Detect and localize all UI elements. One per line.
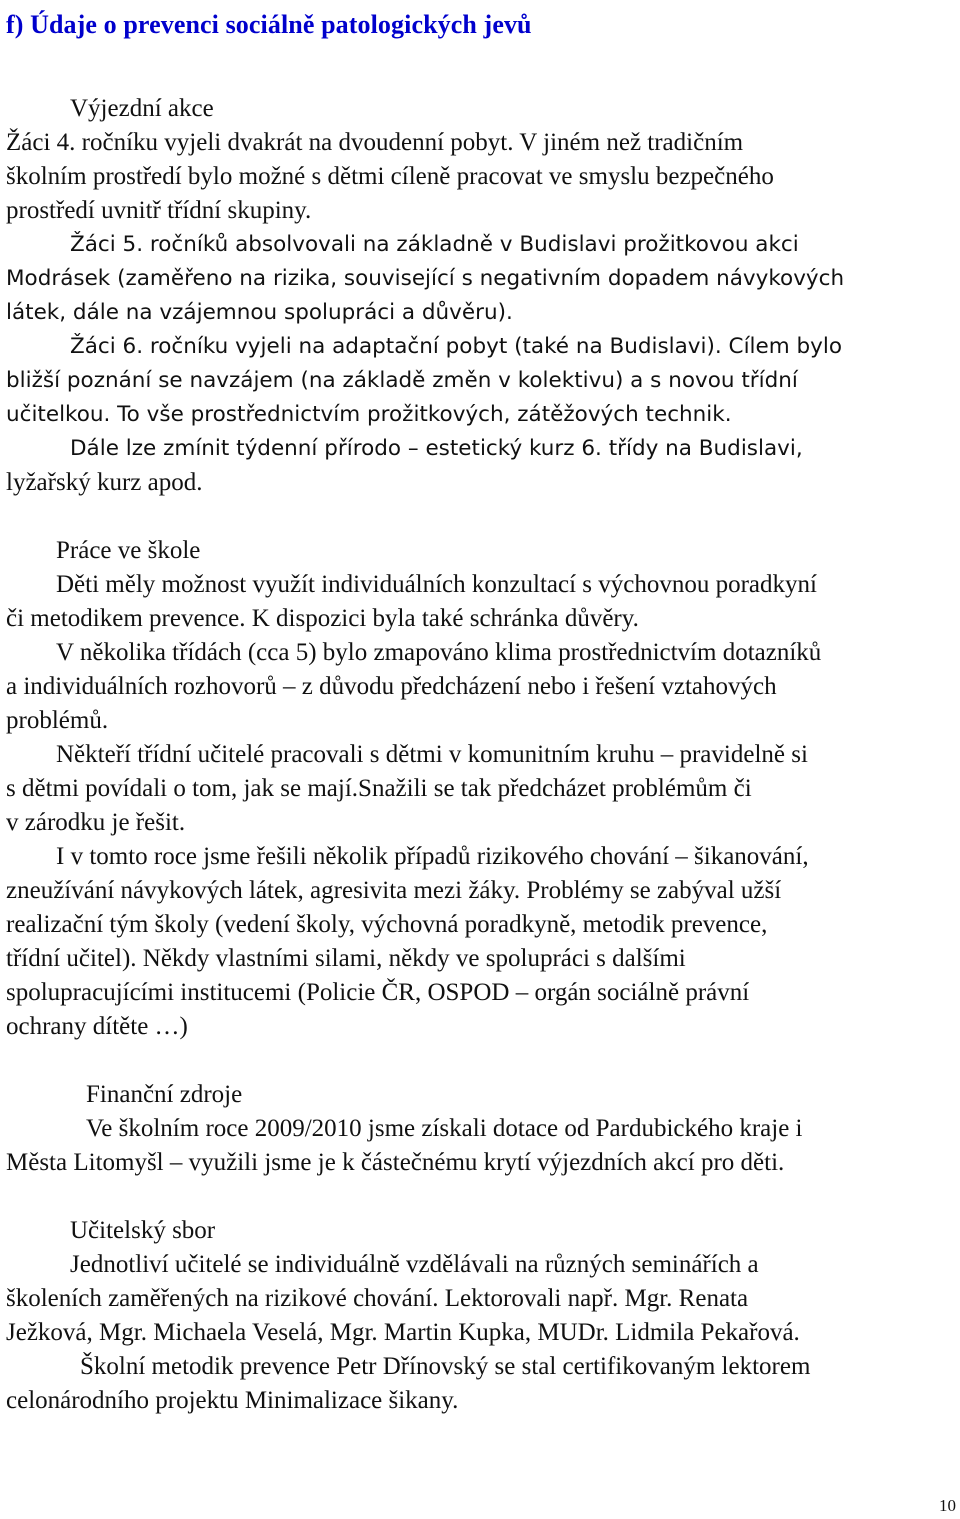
text-line: Děti měly možnost využít individuálních konzultací s výchovnou poradkyní <box>56 571 817 598</box>
section-title-funding: Finanční zdroje <box>86 1081 243 1108</box>
text-line: Žáci 4. ročníku vyjeli dvakrát na dvoudenní pobyt. V jiném než tradičním <box>6 129 744 156</box>
text-line: Jednotliví učitelé se individuálně vzdělávali na různých seminářích a <box>70 1251 759 1278</box>
text-line: Města Litomyšl – využili jsme je k částečnému krytí výjezdních akcí pro děti. <box>6 1149 785 1176</box>
text-line: Ve školním roce 2009/2010 jsme získali dotace od Pardubického kraje i <box>86 1115 803 1142</box>
section-title-school-work: Práce ve škole <box>56 537 201 564</box>
text-line: Žáci 5. ročníků absolvovali na základně v Budislavi prožitkovou akci <box>70 232 799 257</box>
text-line: prostředí uvnitř třídní skupiny. <box>6 197 312 224</box>
text-line: ochrany dítěte …) <box>6 1013 188 1040</box>
text-line: celonárodního projektu Minimalizace šikany. <box>6 1387 459 1414</box>
text-line: zneužívání návykových látek, agresivita mezi žáky. Problémy se zabýval užší <box>6 877 782 904</box>
section-title-teaching-staff: Učitelský sbor <box>70 1217 216 1244</box>
text-line: v zárodku je řešit. <box>6 809 186 836</box>
text-line: Školní metodik prevence Petr Dřínovský se stal certifikovaným lektorem <box>80 1353 811 1380</box>
text-line: s dětmi povídali o tom, jak se mají.Snažili se tak předcházet problémům či <box>6 775 752 802</box>
text-line: Žáci 6. ročníku vyjeli na adaptační pobyt (také na Budislavi). Cílem bylo <box>70 334 843 359</box>
text-line: Modrásek (zaměřeno na rizika, související s negativním dopadem návykových <box>6 266 845 291</box>
page-number: 10 <box>939 1496 956 1515</box>
page-heading: f) Údaje o prevenci sociálně patologických jevů <box>6 10 532 39</box>
section-title-trips: Výjezdní akce <box>70 95 214 122</box>
text-line: školeních zaměřených na rizikové chování. Lektorovali např. Mgr. Renata <box>6 1285 749 1312</box>
text-line: školním prostředí bylo možné s dětmi cíleně pracovat ve smyslu bezpečného <box>6 163 774 190</box>
text-line: problémů. <box>6 707 109 734</box>
text-line: bližší poznání se navzájem (na základě změn v kolektivu) a s novou třídní <box>6 368 798 393</box>
text-line: třídní učitel). Někdy vlastními silami, někdy ve spolupráci s dalšími <box>6 945 686 972</box>
text-line: látek, dále na vzájemnou spolupráci a důvěru). <box>6 300 513 325</box>
text-line: a individuálních rozhovorů – z důvodu předcházení nebo i řešení vztahových <box>6 673 777 700</box>
text-line: realizační tým školy (vedení školy, výchovná poradkyně, metodik prevence, <box>6 911 768 938</box>
text-line: Dále lze zmínit týdenní přírodo – estetický kurz 6. třídy na Budislavi, <box>70 436 803 461</box>
text-line: či metodikem prevence. K dispozici byla také schránka důvěry. <box>6 605 639 632</box>
text-line: lyžařský kurz apod. <box>6 469 203 496</box>
text-line: I v tomto roce jsme řešili několik případů rizikového chování – šikanování, <box>56 843 809 870</box>
text-line: Někteří třídní učitelé pracovali s dětmi v komunitním kruhu – pravidelně si <box>56 741 808 768</box>
text-line: V několika třídách (cca 5) bylo zmapováno klima prostřednictvím dotazníků <box>56 639 822 666</box>
text-line: Ježková, Mgr. Michaela Veselá, Mgr. Martin Kupka, MUDr. Lidmila Pekařová. <box>6 1319 800 1346</box>
text-line: učitelkou. To vše prostřednictvím prožitkových, zátěžových technik. <box>6 402 732 427</box>
text-line: spolupracujícími institucemi (Policie ČR, OSPOD – orgán sociálně právní <box>6 979 750 1006</box>
